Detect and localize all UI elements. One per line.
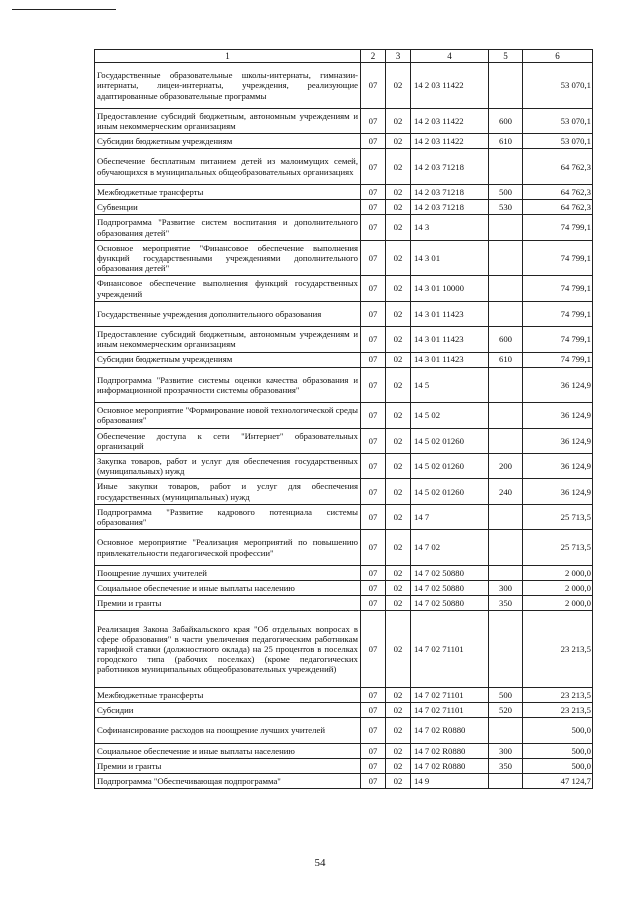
table-row (95, 530, 593, 566)
row-target-code-cell: 14 2 03 11422 (411, 63, 489, 109)
row-name-cell: Субсидии бюджетным учреждениям (95, 134, 361, 149)
row-subsection-cell: 02 (386, 718, 411, 743)
row-amount-cell: 25 713,5 (523, 504, 593, 529)
row-amount-cell: 500,0 (523, 758, 593, 773)
row-subsection-cell: 02 (386, 352, 411, 367)
row-amount-cell: 74 799,1 (523, 327, 593, 352)
row-subsection-cell: 02 (386, 276, 411, 301)
row-expense-type-cell: 530 (489, 200, 523, 215)
row-subsection-cell: 02 (386, 479, 411, 504)
row-section-cell: 07 (361, 479, 386, 504)
row-section-cell: 07 (361, 108, 386, 133)
table-row (95, 428, 593, 453)
row-subsection-cell: 02 (386, 367, 411, 403)
table-row (95, 240, 593, 276)
row-amount-cell: 23 213,5 (523, 687, 593, 702)
table-row (95, 718, 593, 743)
table-row (95, 63, 593, 109)
row-target-code-cell: 14 3 01 11423 (411, 352, 489, 367)
row-name-cell: Подпрограмма "Обеспечивающая подпрограмма" (95, 773, 361, 788)
row-section-cell: 07 (361, 134, 386, 149)
row-target-code-cell: 14 7 02 R0880 (411, 718, 489, 743)
row-amount-cell: 74 799,1 (523, 240, 593, 276)
table-header-row (95, 50, 593, 63)
row-amount-cell: 2 000,0 (523, 596, 593, 611)
row-amount-cell: 64 762,3 (523, 149, 593, 185)
row-amount-cell: 53 070,1 (523, 134, 593, 149)
row-amount-cell: 2 000,0 (523, 565, 593, 580)
header-cell: 1 (95, 50, 361, 63)
row-name-cell: Государственные образовательные школы-интернаты, гимназии-интернаты, лицеи-интернаты, учреждения, реализующие адаптированные образовательные программы (95, 63, 361, 109)
row-target-code-cell: 14 2 03 71218 (411, 149, 489, 185)
row-section-cell: 07 (361, 530, 386, 566)
row-subsection-cell: 02 (386, 454, 411, 479)
row-target-code-cell: 14 3 01 11423 (411, 301, 489, 326)
row-section-cell: 07 (361, 367, 386, 403)
row-name-cell: Софинансирование расходов на поощрение лучших учителей (95, 718, 361, 743)
row-subsection-cell: 02 (386, 301, 411, 326)
table-row (95, 134, 593, 149)
row-amount-cell: 53 070,1 (523, 108, 593, 133)
row-expense-type-cell: 600 (489, 327, 523, 352)
row-name-cell: Подпрограмма "Развитие кадрового потенциала системы образования" (95, 504, 361, 529)
row-subsection-cell: 02 (386, 611, 411, 687)
row-target-code-cell: 14 3 01 10000 (411, 276, 489, 301)
table-row (95, 108, 593, 133)
row-subsection-cell: 02 (386, 565, 411, 580)
row-amount-cell: 500,0 (523, 718, 593, 743)
row-expense-type-cell: 300 (489, 581, 523, 596)
row-section-cell: 07 (361, 565, 386, 580)
row-amount-cell: 36 124,9 (523, 479, 593, 504)
table-row (95, 773, 593, 788)
row-name-cell: Государственные учреждения дополнительного образования (95, 301, 361, 326)
row-target-code-cell: 14 3 (411, 215, 489, 240)
row-expense-type-cell: 600 (489, 108, 523, 133)
row-subsection-cell: 02 (386, 743, 411, 758)
row-expense-type-cell (489, 276, 523, 301)
row-amount-cell: 74 799,1 (523, 276, 593, 301)
row-section-cell: 07 (361, 773, 386, 788)
row-name-cell: Межбюджетные трансферты (95, 184, 361, 199)
row-subsection-cell: 02 (386, 773, 411, 788)
row-section-cell: 07 (361, 454, 386, 479)
table-row (95, 352, 593, 367)
header-cell: 5 (489, 50, 523, 63)
table-row (95, 687, 593, 702)
row-amount-cell: 500,0 (523, 743, 593, 758)
row-section-cell: 07 (361, 758, 386, 773)
row-subsection-cell: 02 (386, 200, 411, 215)
row-name-cell: Социальное обеспечение и иные выплаты населению (95, 581, 361, 596)
row-name-cell: Закупка товаров, работ и услуг для обеспечения государственных (муниципальных) нужд (95, 454, 361, 479)
table-row (95, 611, 593, 687)
row-expense-type-cell: 610 (489, 352, 523, 367)
row-section-cell: 07 (361, 403, 386, 428)
row-target-code-cell: 14 7 02 71101 (411, 687, 489, 702)
row-subsection-cell: 02 (386, 240, 411, 276)
row-expense-type-cell: 200 (489, 454, 523, 479)
row-subsection-cell: 02 (386, 215, 411, 240)
table-row (95, 200, 593, 215)
row-section-cell: 07 (361, 611, 386, 687)
row-subsection-cell: 02 (386, 758, 411, 773)
row-section-cell: 07 (361, 200, 386, 215)
row-section-cell: 07 (361, 149, 386, 185)
row-section-cell: 07 (361, 352, 386, 367)
row-expense-type-cell (489, 565, 523, 580)
table-row (95, 565, 593, 580)
row-name-cell: Премии и гранты (95, 596, 361, 611)
table-row (95, 596, 593, 611)
row-subsection-cell: 02 (386, 403, 411, 428)
budget-table (94, 49, 593, 789)
page-number: 54 (314, 857, 326, 869)
row-section-cell: 07 (361, 301, 386, 326)
row-amount-cell: 36 124,9 (523, 367, 593, 403)
row-name-cell: Субсидии бюджетным учреждениям (95, 352, 361, 367)
row-subsection-cell: 02 (386, 149, 411, 185)
row-target-code-cell: 14 7 02 71101 (411, 611, 489, 687)
row-amount-cell: 64 762,3 (523, 184, 593, 199)
table-row (95, 149, 593, 185)
row-target-code-cell: 14 7 02 (411, 530, 489, 566)
row-amount-cell: 74 799,1 (523, 352, 593, 367)
row-expense-type-cell: 240 (489, 479, 523, 504)
row-expense-type-cell (489, 530, 523, 566)
row-amount-cell: 36 124,9 (523, 454, 593, 479)
row-section-cell: 07 (361, 504, 386, 529)
row-target-code-cell: 14 7 02 50880 (411, 565, 489, 580)
row-section-cell: 07 (361, 184, 386, 199)
row-name-cell: Межбюджетные трансферты (95, 687, 361, 702)
row-expense-type-cell: 350 (489, 758, 523, 773)
row-section-cell: 07 (361, 215, 386, 240)
row-expense-type-cell (489, 718, 523, 743)
row-name-cell: Поощрение лучших учителей (95, 565, 361, 580)
table-row (95, 504, 593, 529)
row-target-code-cell: 14 7 02 50880 (411, 596, 489, 611)
row-name-cell: Субвенции (95, 200, 361, 215)
row-expense-type-cell: 500 (489, 184, 523, 199)
row-subsection-cell: 02 (386, 108, 411, 133)
row-subsection-cell: 02 (386, 134, 411, 149)
table-row (95, 276, 593, 301)
table-row (95, 454, 593, 479)
row-subsection-cell: 02 (386, 596, 411, 611)
row-target-code-cell: 14 7 02 R0880 (411, 743, 489, 758)
row-name-cell: Основное мероприятие "Финансовое обеспечение выполнения функций государственными учреждениями дополнительного образования детей" (95, 240, 361, 276)
row-expense-type-cell (489, 504, 523, 529)
row-expense-type-cell (489, 428, 523, 453)
row-subsection-cell: 02 (386, 327, 411, 352)
row-section-cell: 07 (361, 276, 386, 301)
table-row (95, 743, 593, 758)
table-row (95, 215, 593, 240)
row-section-cell: 07 (361, 687, 386, 702)
row-section-cell: 07 (361, 240, 386, 276)
row-name-cell: Премии и гранты (95, 758, 361, 773)
row-section-cell: 07 (361, 327, 386, 352)
row-amount-cell: 47 124,7 (523, 773, 593, 788)
row-name-cell: Основное мероприятие "Формирование новой технологической среды образования" (95, 403, 361, 428)
row-amount-cell: 74 799,1 (523, 301, 593, 326)
row-expense-type-cell (489, 240, 523, 276)
row-name-cell: Финансовое обеспечение выполнения функций государственных учреждений (95, 276, 361, 301)
row-target-code-cell: 14 5 02 01260 (411, 428, 489, 453)
row-section-cell: 07 (361, 702, 386, 717)
row-amount-cell: 23 213,5 (523, 611, 593, 687)
row-section-cell: 07 (361, 63, 386, 109)
row-target-code-cell: 14 5 (411, 367, 489, 403)
table-row (95, 479, 593, 504)
row-section-cell: 07 (361, 581, 386, 596)
row-subsection-cell: 02 (386, 530, 411, 566)
row-name-cell: Предоставление субсидий бюджетным, автономным учреждениям и иным некоммерческим организациям (95, 108, 361, 133)
row-section-cell: 07 (361, 428, 386, 453)
row-expense-type-cell: 350 (489, 596, 523, 611)
row-name-cell: Реализация Закона Забайкальского края "Об отдельных вопросах в сфере образования" в части увеличения педагогическим работникам тарифной ставки (должностного оклада) на 25 процентов в поселках городского типа (рабочих поселках) (кроме педагогических работников муниципальных общеобразовательных учреждений) (95, 611, 361, 687)
row-subsection-cell: 02 (386, 581, 411, 596)
row-expense-type-cell: 520 (489, 702, 523, 717)
row-target-code-cell: 14 2 03 71218 (411, 200, 489, 215)
row-subsection-cell: 02 (386, 702, 411, 717)
row-target-code-cell: 14 5 02 01260 (411, 479, 489, 504)
row-name-cell: Субсидии (95, 702, 361, 717)
row-name-cell: Подпрограмма "Развитие системы оценки качества образования и информационной прозрачности системы образования" (95, 367, 361, 403)
row-name-cell: Обеспечение доступа к сети "Интернет" образовательных организаций (95, 428, 361, 453)
header-cell: 4 (411, 50, 489, 63)
row-target-code-cell: 14 2 03 71218 (411, 184, 489, 199)
row-target-code-cell: 14 3 01 (411, 240, 489, 276)
row-section-cell: 07 (361, 743, 386, 758)
row-section-cell: 07 (361, 718, 386, 743)
row-expense-type-cell (489, 63, 523, 109)
row-subsection-cell: 02 (386, 63, 411, 109)
row-expense-type-cell: 610 (489, 134, 523, 149)
row-target-code-cell: 14 9 (411, 773, 489, 788)
row-target-code-cell: 14 7 02 50880 (411, 581, 489, 596)
row-target-code-cell: 14 2 03 11422 (411, 134, 489, 149)
table-row (95, 758, 593, 773)
row-target-code-cell: 14 5 02 (411, 403, 489, 428)
row-expense-type-cell: 500 (489, 687, 523, 702)
row-amount-cell: 36 124,9 (523, 403, 593, 428)
row-subsection-cell: 02 (386, 428, 411, 453)
row-subsection-cell: 02 (386, 184, 411, 199)
row-expense-type-cell (489, 149, 523, 185)
row-amount-cell: 64 762,3 (523, 200, 593, 215)
table-row (95, 403, 593, 428)
row-section-cell: 07 (361, 596, 386, 611)
table-row (95, 184, 593, 199)
row-target-code-cell: 14 7 (411, 504, 489, 529)
row-amount-cell: 53 070,1 (523, 63, 593, 109)
row-amount-cell: 23 213,5 (523, 702, 593, 717)
row-target-code-cell: 14 2 03 11422 (411, 108, 489, 133)
row-expense-type-cell (489, 215, 523, 240)
top-rule (12, 9, 116, 10)
row-amount-cell: 74 799,1 (523, 215, 593, 240)
row-target-code-cell: 14 7 02 R0880 (411, 758, 489, 773)
table-row (95, 327, 593, 352)
row-amount-cell: 36 124,9 (523, 428, 593, 453)
row-target-code-cell: 14 5 02 01260 (411, 454, 489, 479)
row-amount-cell: 25 713,5 (523, 530, 593, 566)
row-name-cell: Предоставление субсидий бюджетным, автономным учреждениям и иным некоммерческим организациям (95, 327, 361, 352)
table-row (95, 301, 593, 326)
row-expense-type-cell (489, 611, 523, 687)
table-row (95, 581, 593, 596)
row-expense-type-cell: 300 (489, 743, 523, 758)
row-expense-type-cell (489, 301, 523, 326)
header-cell: 3 (386, 50, 411, 63)
row-target-code-cell: 14 3 01 11423 (411, 327, 489, 352)
table-row (95, 367, 593, 403)
row-name-cell: Основное мероприятие "Реализация мероприятий по повышению привлекательности педагогической профессии" (95, 530, 361, 566)
table-row (95, 702, 593, 717)
row-expense-type-cell (489, 773, 523, 788)
row-name-cell: Иные закупки товаров, работ и услуг для обеспечения государственных (муниципальных) нужд (95, 479, 361, 504)
header-cell: 2 (361, 50, 386, 63)
row-subsection-cell: 02 (386, 687, 411, 702)
row-name-cell: Подпрограмма "Развитие систем воспитания и дополнительного образования детей" (95, 215, 361, 240)
row-name-cell: Социальное обеспечение и иные выплаты населению (95, 743, 361, 758)
row-expense-type-cell (489, 403, 523, 428)
row-target-code-cell: 14 7 02 71101 (411, 702, 489, 717)
row-name-cell: Обеспечение бесплатным питанием детей из малоимущих семей, обучающихся в муниципальных общеобразовательных организациях (95, 149, 361, 185)
row-subsection-cell: 02 (386, 504, 411, 529)
row-amount-cell: 2 000,0 (523, 581, 593, 596)
row-expense-type-cell (489, 367, 523, 403)
header-cell: 6 (523, 50, 593, 63)
